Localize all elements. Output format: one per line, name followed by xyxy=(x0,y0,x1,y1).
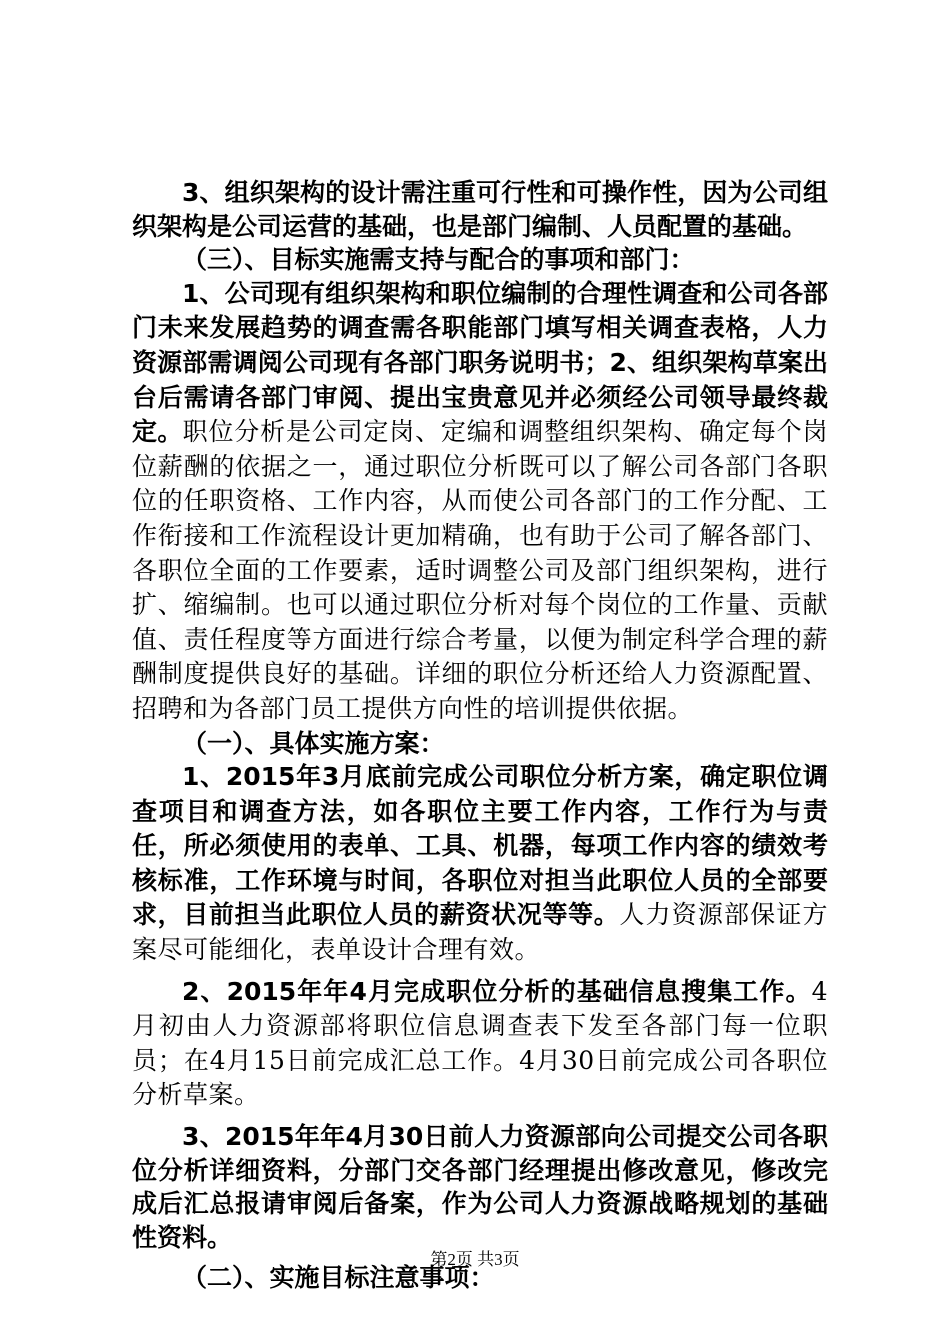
job-analysis-text: 职位分析是公司定岗、定编和调整组织架构、确定每个岗位薪酬的依据之一，通过职位分析既可以了解公司各部门各职位的任职资格、工作内容，从而使公司各部门的工作分配、工作衔接和工作流程设计更加精确，也有助于公司了解各部门、各职位全面的工作要素，适时调整公司及部门组织架构，进行扩、缩编制。也可以通过职位分析对每个岗位的工作量、贡献值、责任程度等方面进行综合考量，以便为制定科学合理的薪酬制度提供良好的基础。详细的职位分析还给人力资源配置、招聘和为各部门员工提供方向性的培训提供依据。 xyxy=(132,417,828,723)
section-heading-support: （三）、目标实施需支持与配合的事项和部门： xyxy=(182,245,695,275)
paragraph-org-design: 3、组织架构的设计需注重可行性和可操作性，因为公司组织架构是公司运营的基础，也是部门编制、人员配置的基础。 xyxy=(132,178,828,241)
section-heading-plan: （一）、具体实施方案： xyxy=(182,728,445,758)
paragraph-plan-step-2 xyxy=(132,975,828,1113)
plan-step-1-note: 人力资源部保证方案尽可能细化，表单设计合理有效。 xyxy=(132,900,828,965)
section-heading-notes: （二）、实施目标注意事项： xyxy=(182,1263,495,1293)
plan-step-1-text: 1、2015年3月底前完成公司职位分析方案，确定职位调查项目和调查方法，如各职位主要工作内容，工作行为与责任，所必须使用的表单、工具、机器，每项工作内容的绩效考核标准，工作环境与时间，各职位对担当此职位人员的全部要求，目前担当此职位人员的薪资状况等等。 xyxy=(132,762,828,930)
support-items-text: 1、公司现有组织架构和职位编制的合理性调查和公司各部门未来发展趋势的调查需各职能部门填写相关调查表格，人力资源部需调阅公司现有各部门职务说明书；2、组织架构草案出台后需请各部门审阅、提出宝贵意见并必须经公司领导最终裁定。 xyxy=(132,278,828,447)
plan-step-2-text: 2、2015年年4月完成职位分析的基础信息搜集工作。 xyxy=(182,976,812,1006)
plan-step-2-note: 4月初由人力资源部将职位信息调查表下发至各部门每一位职员；在4月15日前完成汇总工作。4月30日前完成公司各职位分析草案。 xyxy=(132,976,828,1110)
page-footer: 第2页 共3页 xyxy=(430,1250,520,1269)
paragraph-support-items xyxy=(132,277,828,727)
paragraph-plan-step-1 xyxy=(132,760,828,968)
paragraph-plan-step-3: 3、2015年年4月30日前人力资源部向公司提交公司各职位分析详细资料，分部门交各部门经理提出修改意见，修改完成后汇总报请审阅后备案，作为公司人力资源战略规划的基础性资料。 xyxy=(132,1122,828,1252)
document-body xyxy=(132,176,828,1295)
